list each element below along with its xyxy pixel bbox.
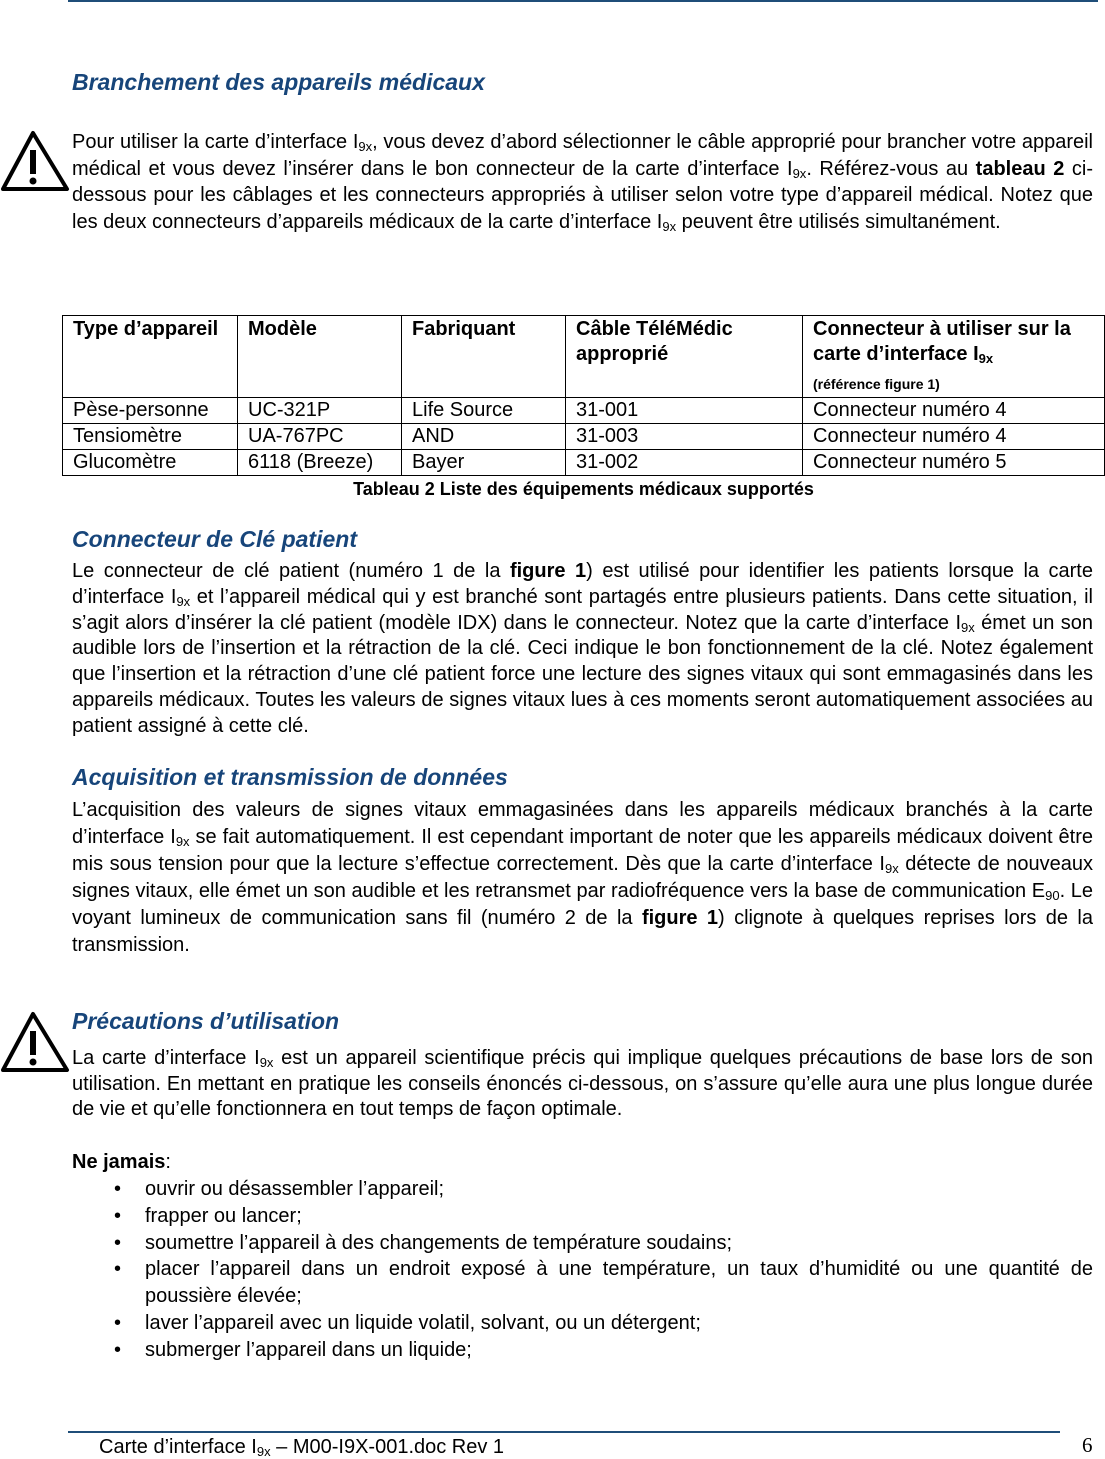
text-run: Le connecteur de clé patient (numéro 1 de la <box>72 560 510 582</box>
medical-devices-table <box>62 315 1105 476</box>
warning-icon <box>0 1011 70 1073</box>
heading-branchement: Branchement des appareils médicaux <box>72 69 485 95</box>
bullet-icon: • <box>114 1231 122 1254</box>
bold-text: figure 1 <box>641 907 719 929</box>
header-manufacturer: Fabriquant <box>402 316 566 398</box>
text-run: et l’appareil médical qui y est branché sont partagés entre plusieurs patients. Dans cette situation, il s’agit alors d’insérer la clé patient (modèle IDX) dans le connecteur. Notez que la carte d’interface I <box>72 585 1093 634</box>
cell-device-type: Pèse-personne <box>63 398 238 424</box>
cell-manufacturer: AND <box>402 424 566 450</box>
bullet-icon: • <box>114 1311 122 1334</box>
text-run: . Référez-vous au <box>806 157 976 180</box>
paragraph-precautions <box>72 1046 1093 1123</box>
header-cable: Câble TéléMédic approprié <box>566 316 803 398</box>
subscript: 9x <box>259 1055 274 1070</box>
never-label-line <box>72 1149 1093 1176</box>
cell-cable: 31-002 <box>566 450 803 476</box>
bullet-icon: • <box>114 1338 122 1361</box>
cell-connector: Connecteur numéro 4 <box>803 424 1105 450</box>
footer-doc-title: Carte d’interface I <box>99 1436 257 1458</box>
heading-acquisition: Acquisition et transmission de données <box>72 764 508 790</box>
subscript: 9x <box>176 593 191 609</box>
header-rule <box>68 0 1098 2</box>
paragraph-acquisition <box>72 797 1093 959</box>
text-run: . Le voyant lumineux de communication sans fil (numéro 2 de la <box>72 880 1094 929</box>
list-item-text: ouvrir ou désassembler l’appareil; <box>145 1178 445 1200</box>
subscript: 9x <box>662 218 677 234</box>
table-row <box>63 398 1105 424</box>
list-item-text: soumettre l’appareil à des changements de température soudains; <box>145 1231 733 1254</box>
subscript: 9x <box>885 861 899 876</box>
header-connector-ref: (référence figure 1) <box>813 376 940 392</box>
subscript: 9x <box>961 619 975 635</box>
header-model: Modèle <box>238 316 402 398</box>
warning-icon <box>0 130 70 192</box>
text-run: La carte d’interface I <box>72 1047 260 1069</box>
cell-device-type: Tensiomètre <box>63 424 238 450</box>
footer-text <box>99 1436 504 1459</box>
never-label: Ne jamais <box>72 1151 166 1173</box>
text-run: est un appareil scientifique précis qui implique quelques précautions de base lors de son utilisation. En mettant en pratique les conseils énoncés ci-dessous, on s’assure qu’elle aura une plus longue durée de vie et qu’elle fonctionnera en tout temps de façon optimale. <box>72 1047 1093 1120</box>
list-item <box>72 1230 1093 1257</box>
heading-precautions: Précautions d’utilisation <box>72 1008 340 1034</box>
bullet-icon: • <box>114 1178 122 1200</box>
cell-device-type: Glucomètre <box>63 450 238 476</box>
text-run: détecte de nouveaux signes vitaux, elle émet un son audible et les retransmet par radiofréquence vers la base de communication E <box>72 853 1094 902</box>
page-number: 6 <box>1082 1433 1093 1457</box>
cell-cable: 31-003 <box>566 424 803 450</box>
text-run: ci-dessous pour les câblages et les connecteurs appropriés à utiliser selon votre type d’appareil médical. Notez que les deux connecteurs d’appareils médicaux de la carte d’interface I <box>72 157 1093 233</box>
list-item-text: laver l’appareil avec un liquide volatil, solvant, ou un détergent; <box>145 1311 701 1334</box>
table-row <box>63 424 1105 450</box>
cell-connector: Connecteur numéro 5 <box>803 450 1105 476</box>
table-row <box>63 450 1105 476</box>
text-run: Pour utiliser la carte d’interface I <box>72 131 359 153</box>
never-list <box>72 1176 1093 1364</box>
cell-model: 6118 (Breeze) <box>238 450 402 476</box>
text-run: ) est utilisé pour identifier les patients lorsque la carte d’interface I <box>72 560 1093 608</box>
text-run: émet un son audible lors de l’insertion et la rétraction de la clé. Ceci indique le bon fonctionnement de la clé. Notez également que l’insertion et la rétraction d’une clé patient force une lecture des signes vitaux qui sont emmagasinés dans les appareils médicaux. Toutes les valeurs de signes vitaux lues à ces moments seront automatiquement associées au patient assigné à cette clé. <box>72 611 1094 737</box>
cell-model: UA-767PC <box>238 424 402 450</box>
footer-rule <box>68 1431 1060 1433</box>
table-caption: Tableau 2 Liste des équipements médicaux supportés <box>353 479 814 499</box>
text-run: ) clignote à quelques reprises lors de la transmission. <box>72 907 1093 956</box>
cell-manufacturer: Bayer <box>402 450 566 476</box>
heading-cle-patient: Connecteur de Clé patient <box>72 526 357 552</box>
list-item-text: placer l’appareil dans un endroit exposé à une température, un taux d’humidité ou une quantité de poussière élevée; <box>145 1258 1093 1308</box>
header-type: Type d’appareil <box>63 316 238 398</box>
list-item <box>72 1256 1093 1310</box>
text-run: se fait automatiquement. Il est cependant important de noter que les appareils médicaux doivent être mis sous tension pour que la lecture s’effectue correctement. Dès que la carte d’interface I <box>72 826 1093 875</box>
list-item <box>72 1310 1093 1337</box>
subscript: 9x <box>175 834 190 849</box>
table-header-row <box>63 316 1105 398</box>
subscript: 9x <box>358 139 373 154</box>
bullet-icon: • <box>114 1204 122 1227</box>
cell-cable: 31-001 <box>566 398 803 424</box>
bold-text: tableau 2 <box>975 157 1065 180</box>
list-item <box>72 1203 1093 1230</box>
list-item <box>72 1176 1093 1203</box>
paragraph-cle-patient <box>72 559 1093 740</box>
footer-doc-ref: – M00-I9X-001.doc Rev 1 <box>270 1436 505 1458</box>
bold-text: figure 1 <box>509 560 587 582</box>
text-run: L’acquisition des valeurs de signes vitaux emmagasinées dans les appareils médicaux branchés à la carte d’interface I <box>72 799 1093 848</box>
cell-model: UC-321P <box>238 398 402 424</box>
text-run: , vous devez d’abord sélectionner le câble approprié pour brancher votre appareil médical et vous devez l’insérer dans le bon connecteur de la carte d’interface I <box>72 131 1093 180</box>
list-item-text: submerger l’appareil dans un liquide; <box>145 1338 472 1361</box>
cell-manufacturer: Life Source <box>402 398 566 424</box>
footer-sub: 9x <box>256 1444 271 1459</box>
list-item <box>72 1337 1093 1364</box>
text-run: peuvent être utilisés simultanément. <box>676 210 1001 233</box>
subscript: 9x <box>792 165 807 181</box>
cell-connector: Connecteur numéro 4 <box>803 398 1105 424</box>
bullet-icon: • <box>114 1258 122 1281</box>
header-connector <box>803 316 1105 398</box>
header-connector-text: Connecteur à utiliser sur la carte d’interface I <box>813 318 1071 365</box>
subscript: 90 <box>1045 888 1060 903</box>
never-colon: : <box>165 1151 171 1173</box>
paragraph-branchement <box>72 129 1093 235</box>
header-connector-sub: 9x <box>978 351 994 366</box>
list-item-text: frapper ou lancer; <box>145 1204 302 1227</box>
